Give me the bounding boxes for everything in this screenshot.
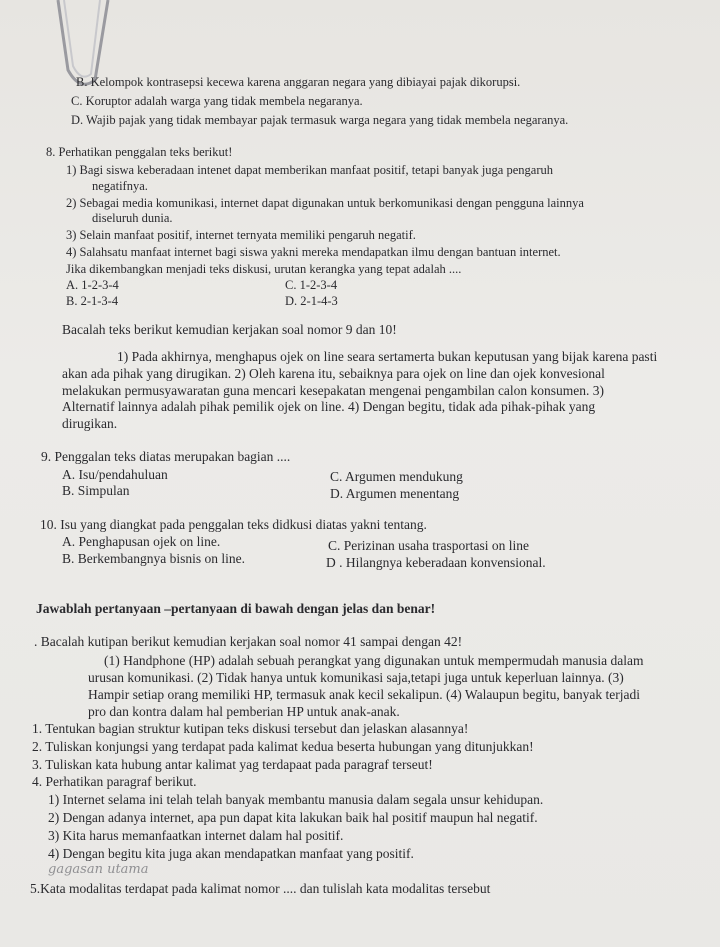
q8-stem: 8. Perhatikan penggalan teks berikut! — [46, 145, 233, 159]
q10-option-a: A. Penghapusan ojek on line. — [62, 534, 221, 549]
q8-statement-2: 2) Sebagai media komunikasi, internet dapat digunakan untuk berkomunikasi dengan pengguna lainnya — [66, 196, 584, 210]
q9-stem: 9. Penggalan teks diatas merupakan bagian .... — [41, 449, 291, 464]
q7-option-b: B. Kelompok kontrasepsi kecewa karena anggaran negara yang dibiayai pajak dikorupsi. — [76, 75, 521, 89]
q10-stem: 10. Isu yang diangkat pada penggalan teks didkusi diatas yakni tentang. — [40, 517, 427, 532]
essay-task-4-item-4: 4) Dengan begitu kita juga akan mendapatkan manfaat yang positif. — [48, 846, 414, 861]
essay-task-4-item-3: 3) Kita harus memanfaatkan internet dalam hal positif. — [48, 828, 344, 843]
q8-option-b: B. 2-1-3-4 — [66, 294, 119, 308]
q8-statement-1: 1) Bagi siswa keberadaan intenet dapat memberikan manfaat positif, tetapi banyak juga pengaruh — [66, 163, 553, 177]
essay-task-1: 1. Tentukan bagian struktur kutipan teks diskusi tersebut dan jelaskan alasannya! — [32, 721, 469, 736]
passage-line-4: Alternatif lainnya adalah pihak pemilik ojek on line. 4) Dengan begitu, tidak ada pihak-pihak yang — [62, 399, 596, 414]
essay-passage-line-2: urusan komunikasi. (2) Tidak hanya untuk komunikasi saja,tetapi juga untuk keperluan lainnya. (3) — [88, 670, 624, 685]
essay-passage-line-1: (1) Handphone (HP) adalah sebuah perangkat yang digunakan untuk mempermudah manusia dalam — [104, 653, 644, 668]
q8-option-c: C. 1-2-3-4 — [285, 278, 338, 292]
passage-line-2: akan ada pihak yang dirugikan. 2) Oleh karena itu, sebaiknya para ojek on line dan ojek konvesional — [62, 366, 605, 381]
q9-option-d: D. Argumen menentang — [330, 486, 460, 501]
passage-intro: Bacalah teks berikut kemudian kerjakan soal nomor 9 dan 10! — [62, 322, 397, 337]
essay-task-5: 5.Kata modalitas terdapat pada kalimat nomor .... dan tulislah kata modalitas tersebut — [30, 881, 491, 896]
essay-heading: Jawablah pertanyaan –pertanyaan di bawah dengan jelas dan benar! — [36, 601, 436, 616]
q8-option-d: D. 2-1-4-3 — [285, 294, 338, 308]
q7-option-d: D. Wajib pajak yang tidak membayar pajak termasuk warga negara yang tidak membela negaranya. — [71, 113, 569, 127]
q8-question: Jika dikembangkan menjadi teks diskusi, urutan kerangka yang tepat adalah .... — [66, 262, 462, 276]
essay-intro: . Bacalah kutipan berikut kemudian kerjakan soal nomor 41 sampai dengan 42! — [34, 634, 463, 649]
essay-task-4: 4. Perhatikan paragraf berikut. — [32, 774, 197, 789]
passage-line-1: 1) Pada akhirnya, menghapus ojek on line seara sertamerta bukan keputusan yang bijak karena pasti — [117, 349, 658, 364]
essay-task-4-item-1: 1) Internet selama ini telah telah banyak membantu manusia dalam segala unsur kehidupan. — [48, 792, 544, 807]
q7-option-c: C. Koruptor adalah warga yang tidak membela negaranya. — [71, 94, 363, 108]
q8-statement-4: 4) Salahsatu manfaat internet bagi siswa yakni mereka mendapatkan ilmu dengan bantuan internet. — [66, 245, 561, 259]
essay-passage-line-3: Hampir setiap orang memiliki HP, termasuk anak kecil sekalipun. (4) Walaupun begitu, banyak terjadi — [88, 687, 641, 702]
essay-task-2: 2. Tuliskan konjungsi yang terdapat pada kalimat kedua beserta hubungan yang ditunjukkan! — [32, 739, 534, 754]
q10-option-d: D . Hilangnya keberadaan konvensional. — [326, 555, 546, 570]
q9-option-a: A. Isu/pendahuluan — [62, 467, 168, 482]
q8-statement-1-cont: negatifnya. — [92, 179, 148, 193]
q10-option-c: C. Perizinan usaha trasportasi on line — [328, 538, 529, 553]
passage-line-5: dirugikan. — [62, 416, 118, 431]
q8-statement-3: 3) Selain manfaat positif, internet ternyata memiliki pengaruh negatif. — [66, 228, 416, 242]
passage-line-3: melakukan permusyawaratan guna mencari kesepakatan mengenai pengambilan calon konsumen. 3) — [62, 383, 605, 398]
essay-passage-line-4: pro dan kontra dalam hal pemberian HP untuk anak-anak. — [88, 704, 400, 719]
essay-task-3: 3. Tuliskan kata hubung antar kalimat yag terdapaat pada paragraf terseut! — [32, 757, 433, 772]
q8-option-a: A. 1-2-3-4 — [66, 278, 119, 292]
handwritten-note: gagasan utama — [48, 862, 149, 877]
q8-statement-2-cont: diseluruh dunia. — [92, 211, 173, 225]
q10-option-b: B. Berkembangnya bisnis on line. — [62, 551, 245, 566]
essay-task-4-item-2: 2) Dengan adanya internet, apa pun dapat kita lakukan baik hal positif maupun hal negatif. — [48, 810, 538, 825]
q9-option-c: C. Argumen mendukung — [330, 469, 463, 484]
q9-option-b: B. Simpulan — [62, 483, 130, 498]
